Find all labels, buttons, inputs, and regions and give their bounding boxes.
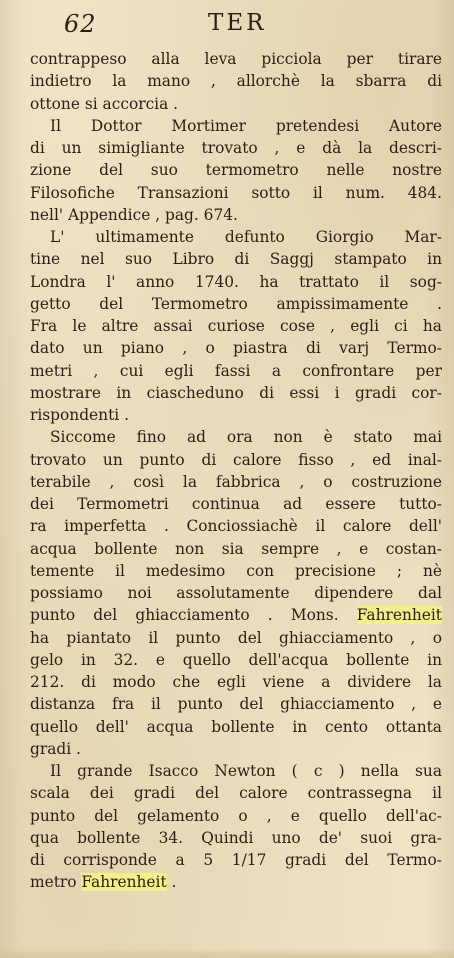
text-line bbox=[30, 449, 442, 471]
text-segment: possiamo noi assolutamente dipendere dal bbox=[30, 584, 442, 602]
text-segment: di un simigliante trovato , e dà la descri- bbox=[30, 139, 442, 157]
text-line bbox=[30, 627, 442, 649]
running-head: TER bbox=[208, 10, 267, 36]
text-segment: metro bbox=[30, 873, 82, 892]
text-segment: distanza fra il punto del ghiacciamento , e bbox=[30, 695, 442, 714]
text-line bbox=[30, 760, 442, 782]
text-segment: Il Dottor Mortimer pretendesi Autore bbox=[50, 116, 442, 135]
text-line bbox=[30, 805, 442, 827]
text-line bbox=[30, 471, 442, 493]
text-line bbox=[30, 115, 442, 137]
text-segment: punto del gelamento o , e quello dell'ac- bbox=[30, 806, 442, 825]
body-text bbox=[30, 48, 442, 894]
text-line bbox=[30, 871, 442, 893]
text-segment: . bbox=[166, 873, 177, 892]
text-segment: dato un piano , o piastra di varj Termo- bbox=[30, 339, 442, 358]
text-line bbox=[30, 182, 442, 204]
text-line bbox=[30, 671, 442, 693]
text-segment: scala dei gradi del calore contrassegna il bbox=[30, 784, 442, 803]
text-line bbox=[30, 782, 442, 804]
text-line bbox=[30, 849, 442, 871]
text-line bbox=[30, 93, 442, 115]
text-segment: tine nel suo Libro di Saggj stampato in bbox=[30, 250, 442, 269]
text-line bbox=[30, 293, 442, 315]
text-segment: terabile , così la fabbrica , o costruzione bbox=[30, 472, 442, 491]
text-line bbox=[30, 248, 442, 270]
text-line bbox=[30, 426, 442, 448]
text-segment: metri , cui egli fassi a confrontare per bbox=[30, 361, 442, 380]
text-segment: quello dell' acqua bollente in cento ottanta bbox=[30, 717, 442, 736]
text-segment: acqua bollente non sia sempre , e costan- bbox=[30, 539, 442, 558]
page-number: 62 bbox=[64, 10, 97, 38]
text-line bbox=[30, 70, 442, 92]
highlighted-word: Fahrenheit bbox=[356, 606, 442, 625]
text-segment: ra imperfetta . Conciossiachè il calore dell' bbox=[30, 517, 442, 536]
text-line bbox=[30, 204, 442, 226]
text-segment: Londra l' anno 1740. ha trattato il sog- bbox=[30, 272, 442, 291]
text-segment: gradi . bbox=[30, 739, 81, 758]
text-segment: Filosofiche Transazioni sotto il num. 484. bbox=[30, 183, 442, 202]
text-line bbox=[30, 315, 442, 337]
text-segment: nell' Appendice , pag. 674. bbox=[30, 205, 238, 224]
text-line bbox=[30, 159, 442, 181]
text-segment: indietro la mano , allorchè la sbarra di bbox=[30, 72, 442, 91]
text-line bbox=[30, 226, 442, 248]
text-line bbox=[30, 271, 442, 293]
text-line bbox=[30, 515, 442, 537]
text-segment: temente il medesimo con precisione ; nè bbox=[30, 561, 442, 580]
text-line bbox=[30, 604, 442, 626]
text-line bbox=[30, 404, 442, 426]
text-segment: Fra le altre assai curiose cose , egli ci ha bbox=[30, 317, 442, 335]
text-line bbox=[30, 493, 442, 515]
text-segment: rispondenti . bbox=[30, 406, 129, 424]
text-segment: gelo in 32. e quello dell'acqua bollente in bbox=[30, 650, 442, 669]
text-segment: ottone si accorcia . bbox=[30, 94, 179, 113]
text-segment: ha piantato il punto del ghiacciamento , o bbox=[30, 628, 442, 647]
text-segment: mostrare in ciascheduno di essi i gradi cor- bbox=[30, 383, 442, 402]
page-header bbox=[58, 8, 448, 42]
text-segment: zione del suo termometro nelle nostre bbox=[30, 161, 442, 180]
text-line bbox=[30, 137, 442, 159]
text-segment: di corrisponde a 5 1/17 gradi del Termo- bbox=[30, 851, 442, 869]
text-line bbox=[30, 693, 442, 715]
text-line bbox=[30, 337, 442, 359]
text-segment: Il grande Isacco Newton ( c ) nella sua bbox=[50, 762, 442, 780]
text-segment: 212. di modo che egli viene a dividere la bbox=[30, 673, 442, 691]
text-line bbox=[30, 716, 442, 738]
text-line bbox=[30, 649, 442, 671]
page-edge bbox=[0, 948, 454, 958]
text-segment: getto del Termometro ampissimamente . bbox=[30, 294, 442, 313]
text-segment: trovato un punto di calore fisso , ed inal- bbox=[30, 450, 442, 469]
text-line bbox=[30, 382, 442, 404]
text-line bbox=[30, 582, 442, 604]
text-segment: Siccome fino ad ora non è stato mai bbox=[50, 428, 442, 447]
text-line bbox=[30, 560, 442, 582]
text-line bbox=[30, 48, 442, 70]
text-segment: L' ultimamente defunto Giorgio Mar- bbox=[50, 228, 442, 246]
highlighted-word: Fahrenheit bbox=[81, 873, 167, 892]
text-segment: dei Termometri continua ad essere tutto- bbox=[30, 495, 442, 513]
text-line bbox=[30, 360, 442, 382]
text-segment: punto del ghiacciamento . Mons. bbox=[30, 606, 357, 625]
text-segment: qua bollente 34. Quindi uno de' suoi gra- bbox=[30, 828, 442, 847]
text-line bbox=[30, 738, 442, 760]
text-segment: contrappeso alla leva picciola per tirare bbox=[30, 50, 442, 68]
text-line bbox=[30, 538, 442, 560]
text-line bbox=[30, 827, 442, 849]
